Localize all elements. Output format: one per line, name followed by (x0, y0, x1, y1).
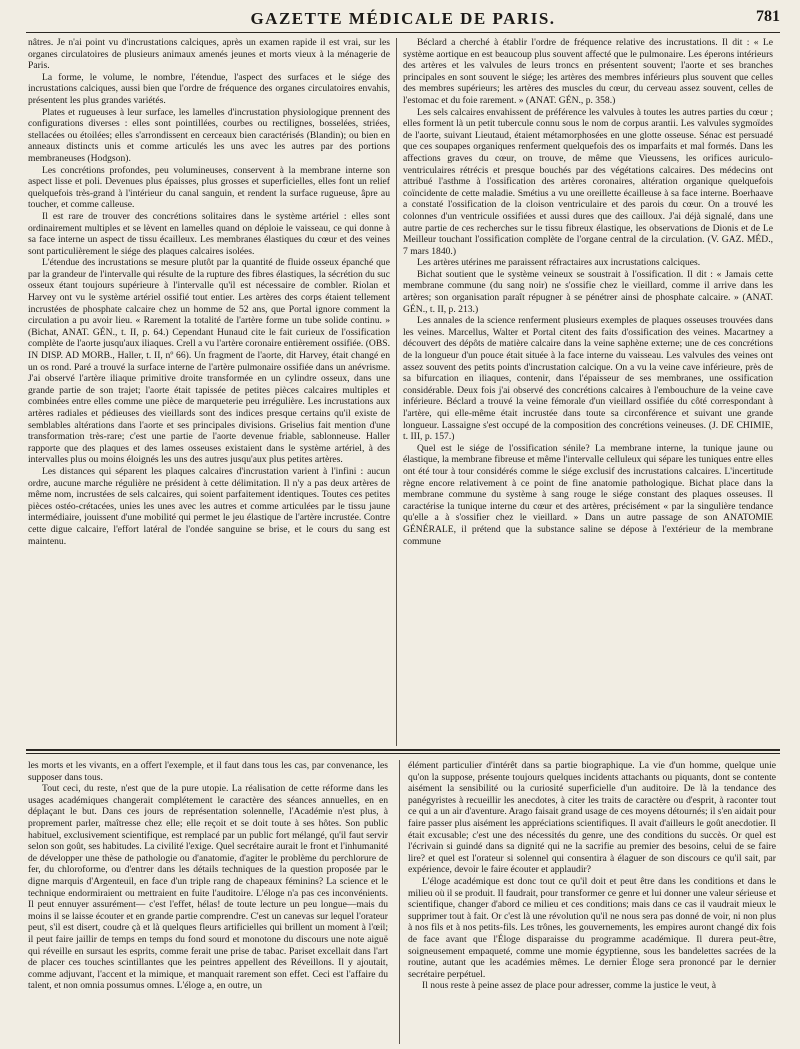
paragraph: Plates et rugueuses à leur surface, les lamelles d'incrustation physiologique prennent des configurations diverses : elles sont pointillées, courbes ou rectilignes, bosselées, striées, stellacées ou étoilées; elles s'arrondissent en cerceaux bien caractérisés (Blandin); ou bien en anneaux distincts unis et comme articulés les uns avec les autres par des portions membraneuses (Hodgson). (28, 106, 390, 164)
article-column-top-right (403, 37, 773, 747)
paragraph: Les artères utérines me paraissent réfractaires aux incrustations calciques. (417, 257, 701, 269)
paragraph: Les annales de la science renferment plusieurs exemples de plaques osseuses trouvées dans les veines. Marcellus, Walter et Portal citent des faits d'ossification des veines. Macartney a découvert des dépôts de matière calcaire dans la veine saphène externe; une de ces concrétions de la longueur d'un pouce était située à la face interne du vaisseau. Les valvules des veines ont assez souvent des petits points d'incrustation calcique. On a vu la veine cave inférieure, près de sa bifurcation en iliaques, contenir, dans l'épaisseur de ses membranes, une ossification considérable. Deux fois j'ai observé des concrétions calcaires à l'embouchure de la veine cave inférieure. Béclard a trouvé la veine fémorale d'un vieillard ossifiée du côté correspondant à l'artère, qui elle-même était incrustée dans toute sa circonférence et suivant une grande longueur. Lassaigne s'est occupé de la composition des concrétions veineuses. (J. DE CHIMIE, t. III, p. 157.) (403, 315, 773, 443)
feuilleton-column-left (28, 760, 388, 1045)
paragraph: Les concrétions profondes, peu volumineuses, conservent à la membrane interne son aspect lisse et poli. Devenues plus épaisses, plus grosses et superficielles, elles font un relief quelquefois très-grand à l'intérieur du canal sanguin, et rendent la surface rugueuse, âpre au toucher, et comme calleuse. (28, 164, 390, 211)
section-divider (26, 749, 780, 751)
paragraph: nâtres. Je n'ai point vu d'incrustations calciques, après un examen rapide il est vrai, sur les organes circulatoires de plusieurs animaux amenés jeunes et morts vieux à la ménagerie de Paris. (28, 37, 390, 72)
paragraph: Quel est le siége de l'ossification sénile? La membrane interne, la tunique jaune ou élastique, la membrane fibreuse et même l'intervalle celluleux qui sépare les tuniques entre elles ont été tour à tour considérés comme le siége exclusif des incrustations calcaires. L'incertitude règne encore relativement à ce point de fine anatomie pathologique. Bichat place dans la membrane commune du système à sang rouge le siége constant des plaques osseuses. Il caractérise la tunique interne du cœur et des artères, précisément « par la singulière tendance qu'elle a à s'ossifier chez le vieillard. » Dans un autre passage de son ANATOMIE GÉNÉRALE, il prétend que la substance saline se dépose à l'extérieur de la membrane commune (403, 442, 773, 547)
paragraph: les morts et les vivants, en a offert l'exemple, et il faut dans tous les cas, par convenance, les supposer dans tous. (28, 760, 388, 783)
paragraph: Il est rare de trouver des concrétions solitaires dans le système artériel : elles sont ordinairement multiples et se lèvent en lamelles quand on déploie le vaisseau, ce qui donne à sa face interne un aspect de tissu écailleux. Les membranes élastiques du cœur et des veines sont particulièrement le siége des plaques calcaires isolées. (28, 210, 390, 257)
paragraph: L'éloge académique est donc tout ce qu'il doit et peut être dans les conditions et dans le milieu où il se produit. Il faudrait, pour transformer ce genre et lui donner une valeur sérieuse et scientifique, changer d'abord ce milieu et ces conditions; mais dans ce cas il vaudrait mieux le supprimer tout à fait. Or c'est là une révolution qu'il ne nous sera pas donné de voir, ni non plus à nos fils et à nos petits-fils. Les trônes, les gouvernements, les empires auront changé dix fois de face avant que l'Éloge disparaisse du programme académique. Il durera peut-être, soigneusement empaqueté, comme une momie égyptienne, sous les bandelettes sacrées de la routine, autant que les académies mêmes. Le dernier Éloge sera prononcé par le dernier secrétaire perpétuel. (408, 875, 776, 980)
paragraph: Béclard a cherché à établir l'ordre de fréquence relative des incrustations. Il dit : « Le système aortique en est beaucoup plus souvent affecté que le pulmonaire. Les éperons intérieurs des artères et les valvules de leurs troncs en présentent souvent; l'aorte et ses branches principales en sont souvent le siége; les artères des membres inférieurs plus souvent que celles des membres supérieurs; les artères des muscles du cœur, du cerveau assez souvent, celles de l'estomac et du foie rarement. » (ANAT. GÉN., p. 358.) (403, 37, 773, 106)
paragraph: L'étendue des incrustations se mesure plutôt par la quantité de fluide osseux épanché que par la grandeur de l'intervalle qui résulte de la rupture des fibres élastiques, la sécrétion du suc osseux étant toujours supérieure à l'intervalle qu'il est nécessaire de combler. Riolan et Harvey ont vu le système artériel ossifié tout entier. Les artères des corps étaient tellement incrustées de phosphate calcaire chez un homme de 52 ans, que Portal ignore comment la circulation a pu avoir lieu. « Rarement la totalité de l'artère forme un tube solide continu. » (Bichat, ANAT. GÉN., t. II, p. 64.) Cependant Hunaud cite le fait curieux de l'ossification complète de l'aorte jusqu'aux iliaques. Crell a vu l'artère coronaire entièrement ossifiée. (OBS. IN DISP. AD MORB., Haller, t. II, nº 66). Un fragment de l'aorte, dit Harvey, était changé en un os rond. Paré a trouvé la surface interne de l'artère pulmonaire ossifiée dans un anévrisme. J'ai observé l'artère iliaque primitive droite transformée en un cylindre osseux, dans une grande partie de son trajet; l'aorte était tapissée de petites pièces calcaires multiples et combinées entre elles comme une pièce de marqueterie peu irrégulière. Les incrustations aux artères radiales et pédieuses des vieillards sont des indices presque certains qu'il existe de semblables altérations dans l'aorte et ses principales divisions. Griselius fait mention d'une transformation très-rare; c'est une partie de l'aorte devenue friable, sablonneuse. Haller rapporte que des plaques et des lames osseuses existaient dans le système artériel, à des intervalles plus ou moins éloignés les uns des autres jusqu'aux plus petites artères. (28, 257, 390, 466)
column-divider-bottom (399, 760, 400, 1044)
page-number: 781 (756, 8, 780, 25)
paragraph: La forme, le volume, le nombre, l'étendue, l'aspect des surfaces et le siége des incrustations calciques, aussi bien que l'ordre de fréquence des organes circulatoires envahis, présentent les plus grandes variétés. (28, 71, 390, 106)
feuilleton-column-right (408, 760, 776, 1045)
paragraph: Tout ceci, du reste, n'est que de la pure utopie. La réalisation de cette réforme dans les usages académiques changerait complétement le caractère des séances annuelles, en en déplaçant le but. Dans ces jours de représentation solennelle, l'Académie n'est plus, à proprement parler, maîtresse chez elle; elle reçoit et se doit toute à ses hôtes. Son public habituel, exclusivement scientifique, est remplacé par un public fort mélangé, qu'il faut servir selon son goût, ses habitudes. La civilité l'exige. Quel secrétaire aurait le front et l'inhumanité de développer une thèse de pathologie ou d'anatomie, d'agiter le problème du perchlorure de fer, du chloroforme, ou d'entrer dans les détails techniques de la question proposée par le digne marquis d'Argenteuil, en face d'un triple rang de chapeaux féminins? La science et le technique endormiraient ou mettraient en fuite l'auditoire. L'éloge n'a pas ces inconvénients. Il peut ennuyer assurément— c'est l'effet, hélas! de toute lecture un peu longue—mais du moins il se laisse écouter et en grande partie comprendre. C'est un canevas sur lequel l'orateur peut, s'il est disert, coudre çà et là quelques fleurs artificielles qui brillent un moment à l'œil; il peut faire jaillir de temps en temps du fond sourd et monotone du discours une note aiguë qui réveille en sursaut les esprits, comme ferait une prise de tabac. Pariset excellait dans l'art de placer ces touches scintillantes que les peintres appellent des Réveillons. Il y ajoutait, comme adjuvant, l'accent et la mimique, et manquait rarement son effet. Ceci est l'affaire du talent, et non omnia possumus omnes. L'éloge a, en outre, un (28, 783, 388, 992)
paragraph: Bichat soutient que le système veineux se soustrait à l'ossification. Il dit : « Jamais cette membrane commune (du sang noir) ne s'ossifie chez le vieillard, comme il arrive dans les artères; son organisation paraît répugner à se pénétrer ainsi de phosphate calcaire. » (ANAT. GÉN., t. II, p. 213.) (403, 268, 773, 315)
journal-title: GAZETTE MÉDICALE DE PARIS. (250, 9, 556, 28)
paragraph: Les sels calcaires envahissent de préférence les valvules à toutes les autres parties du cœur ; elles forment là un petit tubercule connu sous le nom de corpus arantii. Les valvules sygmoïdes de l'aorte, suivant Lieutaud, étaient métamorphosées en une glotte osseuse. Sénac est persuadé que ces soupapes organiques renferment quelquefois des os imparfaits et mal formés. Dans les affections graves du cœur, on trouve, de même que Vieussens, les orifices auriculo-ventriculaires rétrécis et presque bouchés par des végétations calcaires. Des médecins ont attribué l'asthme à l'ossification des artères coronaires, altération organique quelquefois coïncidente de cette maladie. Smétius a vu une oreillette écailleuse à sa face interne. Boerhaave a constaté l'ossification de la cloison ventriculaire et des parois du cœur. On a trouvé les colonnes d'un ventricule ossifiées et aussi dures que des cailloux. J'ai déjà signalé, dans une autre partie de ces recherches sur le tissu fibreux élastique, les observations de Dionis et de Le Meilleur touchant l'ossification complète de l'organe central de la circulation. (V. GAZ. MÉD., 7 mars 1840.) (403, 106, 773, 257)
section-divider-double (26, 753, 780, 754)
paragraph: Les distances qui séparent les plaques calcaires d'incrustation varient à l'infini : aucun ordre, aucune marche régulière ne président à cette délimitation. Il n'y a pas deux artères de même nom, incrustées de sels calcaires, qui soient parfaitement identiques. Toutes ces petites pièces ostéo-crétacées, unies les unes avec les autres et comme articulées par le tissu jaune intermédiaire, jouissent d'une mobilité qui permet le jeu élastique de l'artère incrustée. Contre cette digue calcaire, l'effort latéral de l'ondée sanguine se brise, et le cours du sang est maintenu. (28, 465, 390, 547)
column-divider-top (396, 38, 397, 746)
article-column-top-left (28, 37, 390, 747)
page-header (26, 6, 780, 33)
paragraph: Il nous reste à peine assez de place pour adresser, comme la justice le veut, à (422, 980, 716, 992)
paragraph: élément particulier d'intérêt dans sa partie biographique. La vie d'un homme, quelque unie qu'on la suppose, présente toujours quelques incidents attachants ou piquants, dont se contente aisément la sensibilité ou la curiosité superficielle d'un auditoire. De là la tendance des panégyristes à recueillir les anecdotes, à citer les traits de caractère ou d'esprit, à raconter tout ce qui a un air d'aventure. Arago faisait grand usage de ces moyens détournés; il s'en aidait pour faire passer plus aisément les appréciations scientifiques. Il avait d'ailleurs le goût anecdotier. Il était excusable; c'est une des nécessités du genre, une des conditions du succès. Or quel est l'écrivain si guindé dans sa dignité qui ne la sacrifie au premier des besoins, celui de se faire lire? et quel est l'orateur si solennel qui consentira à élaguer de son discours ce qu'il sait, par expérience, devoir le faire écouter et applaudir? (408, 760, 776, 876)
